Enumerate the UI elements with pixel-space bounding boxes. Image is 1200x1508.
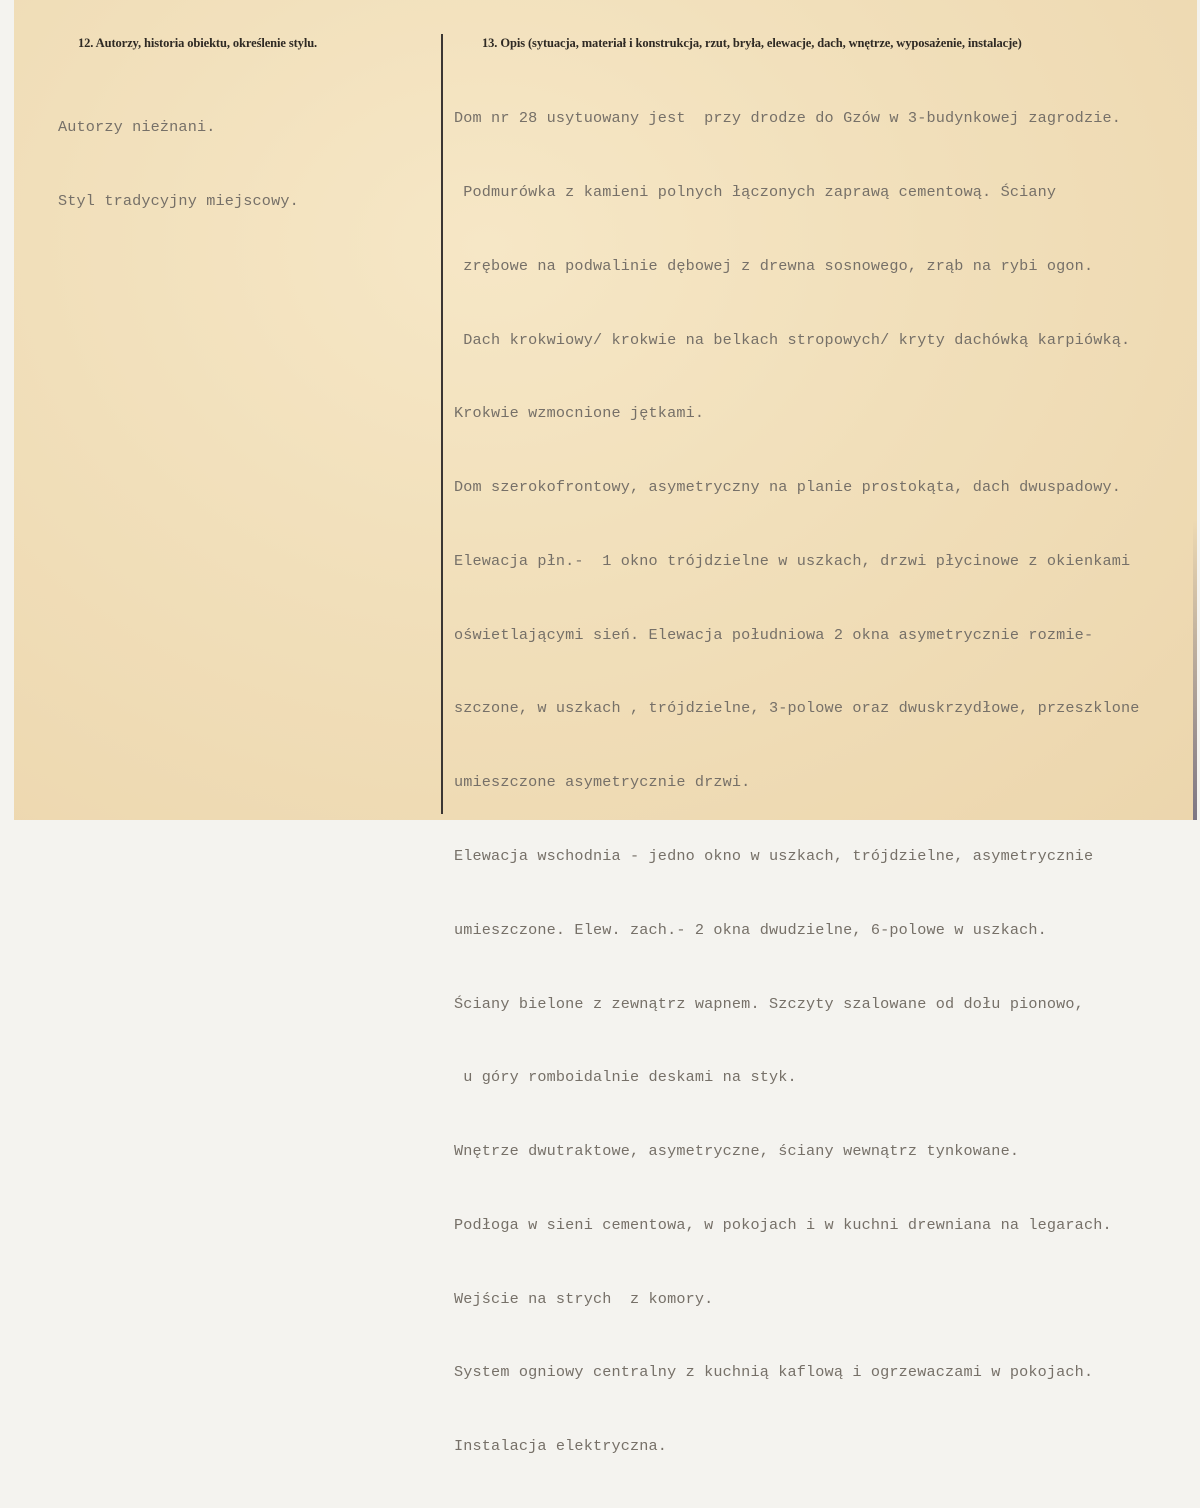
description-line: Dach krokwiowy/ krokwie na belkach stropowych/ kryty dachówką karpiówką. [454, 330, 1131, 349]
description-line: Wejście na strych z komory. [454, 1289, 714, 1308]
description-line: Elewacja wschodnia - jedno okno w uszkach, trójdzielne, asymetrycznie [454, 847, 1094, 865]
description-line: Krokwie wzmocnione jętkami. [454, 404, 705, 423]
description-line: oświetlającymi sień. Elewacja południowa 2 okna asymetrycznie rozmie- [454, 625, 1094, 644]
description-line: Instalacja elektryczna. [454, 1437, 668, 1456]
description-line: umieszczone. Elew. zach.- 2 okna dwudzielne, 6-polowe w uszkach. [454, 920, 1047, 939]
description-line: Elewacja płn.- 1 okno trójdzielne w uszkach, drzwi płycinowe z okienkami [454, 551, 1131, 570]
description-line: Wnętrze dwutraktowe, asymetryczne, ściany wewnątrz tynkowane. [454, 1142, 1020, 1161]
authors-line: Autorzy nieżnani. [58, 118, 216, 137]
description-line: Podłoga w sieni cementowa, w pokojach i w kuchni drewniana na legarach. [454, 1215, 1112, 1234]
style-line: Styl tradycyjny miejscowy. [58, 191, 299, 210]
description-line: Dom nr 28 usytuowany jest przy drodze do Gzów w 3-budynkowej zagrodzie. [454, 109, 1122, 128]
section-12-body [58, 66, 299, 263]
description-line: System ogniowy centralny z kuchnią kaflową i ogrzewaczami w pokojach. [454, 1363, 1094, 1382]
description-line: umieszczone asymetrycznie drzwi. [454, 773, 751, 792]
description-line: u góry romboidalnie deskami na styk. [454, 1068, 797, 1087]
section-12-heading: 12. Autorzy, historia obiektu, określenie stylu. [78, 36, 318, 50]
description-line: Ściany bielone z zewnątrz wapnem. Szczyty szalowane od dołu pionowo, [454, 994, 1084, 1013]
document-sheet [14, 0, 1197, 1456]
description-line: Podmurówka z kamieni polnych łączonych zaprawą cementową. Ściany [454, 182, 1057, 201]
description-line: szczone, w uszkach , trójdzielne, 3-polowe oraz dwuskrzydłowe, przeszklone [454, 699, 1140, 718]
page-edge-shadow [1193, 520, 1197, 820]
column-divider [441, 34, 443, 814]
section-13-body [454, 57, 1140, 1508]
description-line: zrębowe na podwalinie dębowej z drewna sosnowego, zrąb na rybi ogon. [454, 256, 1094, 275]
section-13-heading: 13. Opis (sytuacja, materiał i konstrukcja, rzut, bryła, elewacje, dach, wnętrze, wyposażenie, instalacje) [482, 36, 1022, 50]
description-line: Dom szerokofrontowy, asymetryczny na planie prostokąta, dach dwuspadowy. [454, 478, 1122, 497]
